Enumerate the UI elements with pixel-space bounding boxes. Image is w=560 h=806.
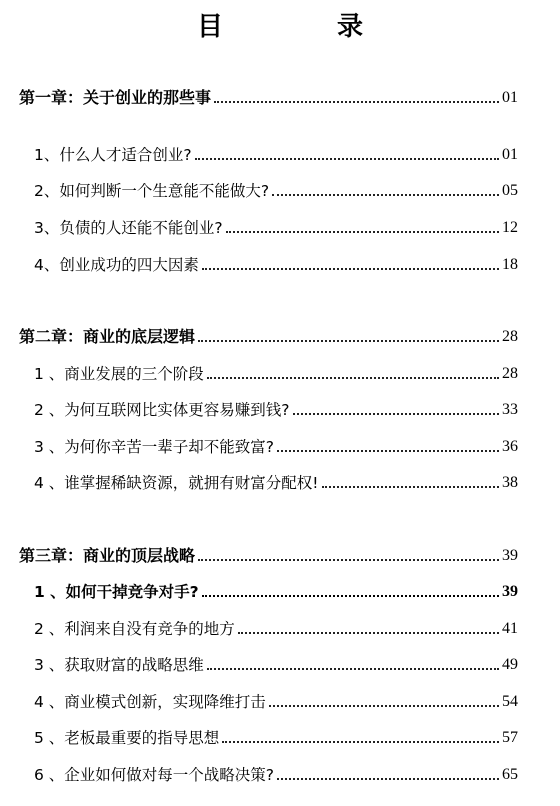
toc-entry[interactable] [0, 214, 560, 238]
leader-dots [198, 559, 499, 561]
toc-entry[interactable] [0, 615, 560, 639]
leader-dots [202, 268, 499, 270]
entry-title: 2 、利润来自没有竞争的地方 [34, 620, 235, 638]
toc-title: 目 录 [196, 12, 407, 42]
chapter-title: 第二章：商业的底层逻辑 [19, 327, 196, 346]
page-number: 49 [502, 656, 518, 673]
leader-dots [207, 668, 499, 670]
page-number: 39 [502, 583, 518, 600]
leader-dots [198, 340, 499, 342]
leader-dots [238, 632, 499, 634]
entry-title: 5 、老板最重要的指导思想 [34, 729, 220, 747]
toc-entry[interactable] [0, 251, 560, 275]
leader-dots [277, 778, 499, 780]
leader-dots [207, 377, 499, 379]
entry-title: 4 、谁掌握稀缺资源，就拥有财富分配权! [34, 474, 319, 492]
page-number: 54 [502, 693, 518, 710]
leader-dots [269, 705, 499, 707]
toc-entry[interactable] [0, 761, 560, 785]
page-number: 28 [502, 328, 518, 345]
page-number: 28 [502, 365, 518, 382]
toc-entry[interactable] [0, 688, 560, 712]
leader-dots [322, 486, 499, 488]
leader-dots [195, 158, 499, 160]
entry-title: 3、负债的人还能不能创业? [34, 219, 223, 237]
entry-title: 4、创业成功的四大因素 [34, 256, 199, 274]
leader-dots [277, 450, 499, 452]
page-number: 05 [502, 182, 518, 199]
page-number: 12 [502, 219, 518, 236]
toc-entry[interactable] [0, 651, 560, 675]
toc-entry[interactable] [0, 177, 560, 201]
entry-title: 1 、商业发展的三个阶段 [34, 365, 204, 383]
toc-entry[interactable] [0, 396, 560, 420]
page-number: 33 [502, 401, 518, 418]
entry-title: 2 、为何互联网比实体更容易赚到钱? [34, 401, 290, 419]
page-number: 36 [502, 438, 518, 455]
toc-chapter-1[interactable] [0, 84, 560, 108]
entry-title: 6 、企业如何做对每一个战略决策? [34, 766, 275, 784]
page-number: 38 [502, 474, 518, 491]
entry-title: 3 、获取财富的战略思维 [34, 656, 204, 674]
toc-entry[interactable] [0, 433, 560, 457]
page-number: 65 [502, 766, 518, 783]
toc-entry[interactable] [0, 469, 560, 493]
entry-title: 1 、如何干掉竞争对手? [34, 583, 199, 601]
page-number: 39 [502, 547, 518, 564]
leader-dots [214, 101, 499, 103]
page-number: 57 [502, 729, 518, 746]
toc-chapter-3[interactable] [0, 542, 560, 566]
toc-entry-highlighted[interactable] [0, 578, 560, 602]
toc-entry[interactable] [0, 360, 560, 384]
leader-dots [202, 595, 499, 597]
entry-title: 4 、商业模式创新，实现降维打击 [34, 693, 266, 711]
entry-title: 2、如何判断一个生意能不能做大? [34, 182, 270, 200]
entry-title: 1、什么人才适合创业? [34, 146, 192, 164]
chapter-title: 第三章：商业的顶层战略 [19, 546, 196, 565]
toc-entry[interactable] [0, 724, 560, 748]
page-number: 01 [502, 89, 518, 106]
entry-title: 3 、为何你辛苦一辈子却不能致富? [34, 438, 275, 456]
page-number: 41 [502, 620, 518, 637]
toc-chapter-2[interactable] [0, 323, 560, 347]
chapter-title: 第一章：关于创业的那些事 [19, 88, 212, 107]
toc-entry[interactable] [0, 141, 560, 165]
leader-dots [272, 194, 499, 196]
leader-dots [226, 231, 499, 233]
page-number: 01 [502, 146, 518, 163]
leader-dots [222, 741, 499, 743]
leader-dots [293, 413, 499, 415]
page-number: 18 [502, 256, 518, 273]
